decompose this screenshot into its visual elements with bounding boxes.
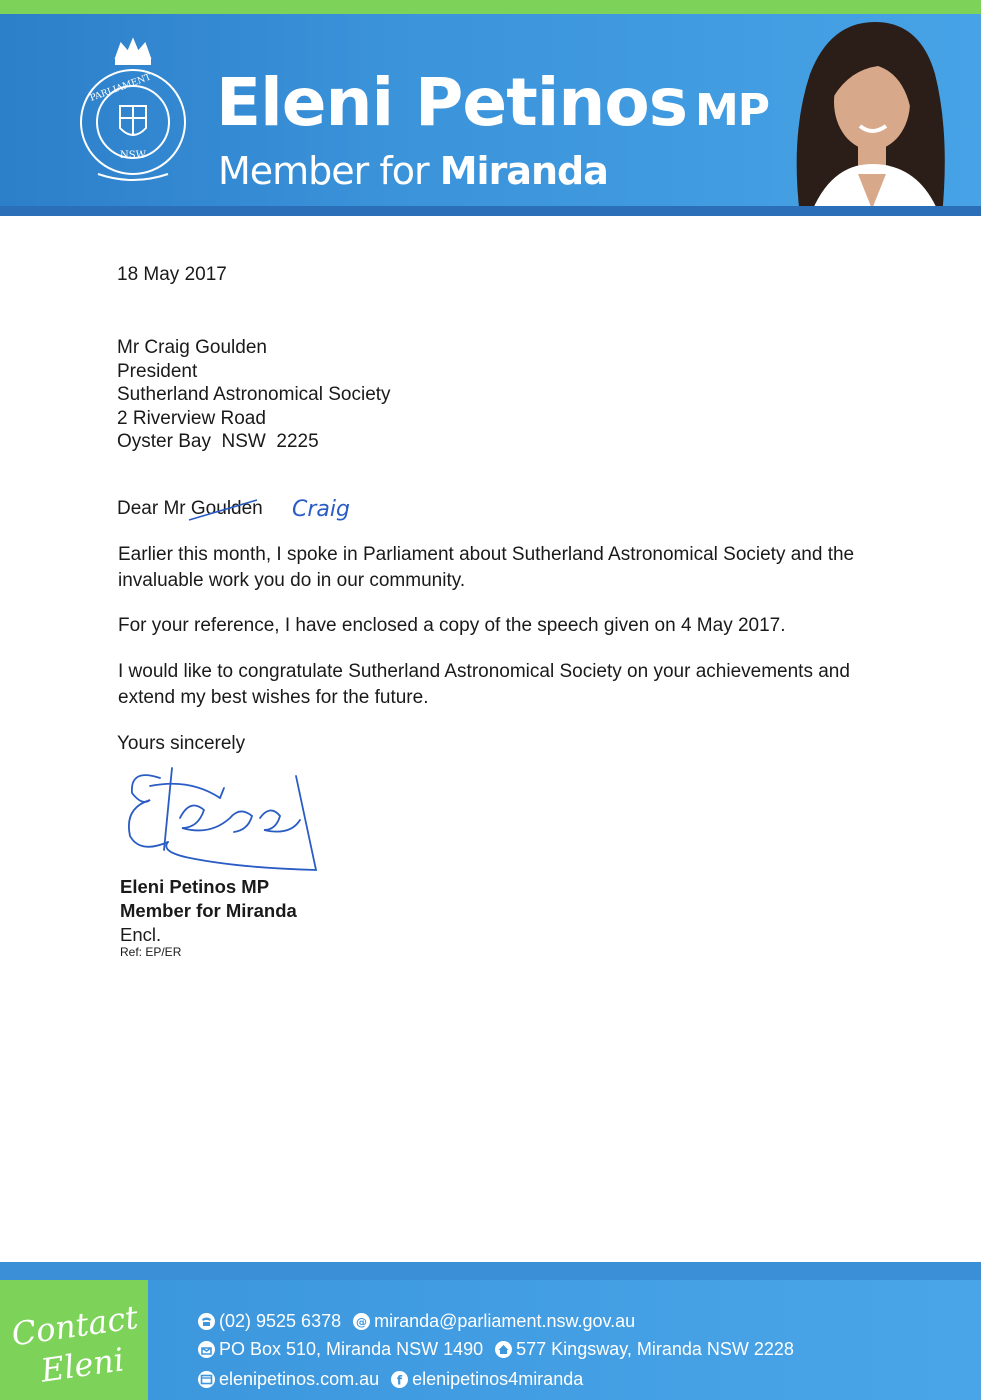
footer-phone[interactable]: (02) 9525 6378 <box>198 1311 341 1332</box>
footer-po-box: PO Box 510, Miranda NSW 1490 <box>198 1339 483 1360</box>
footer-top-band <box>0 1262 981 1280</box>
recipient-street: 2 Riverview Road <box>117 407 266 429</box>
contact-eleni-title: Contact Eleni <box>9 1298 141 1390</box>
recipient-suburb: Oyster Bay NSW 2225 <box>117 431 319 452</box>
salutation-prefix: Dear Mr <box>117 498 186 519</box>
handwritten-first-name <box>290 492 385 532</box>
recipient-name: Mr Craig Goulden <box>117 337 267 358</box>
footer-row-addresses <box>198 1339 806 1360</box>
at-sign-icon <box>353 1313 370 1330</box>
signature <box>120 758 325 878</box>
role-prefix: Member for <box>218 149 429 193</box>
svg-text:PARLIAMENT: PARLIAMENT <box>88 72 153 104</box>
footer-website[interactable]: elenipetinos.com.au <box>198 1369 379 1390</box>
letterhead <box>0 14 981 216</box>
svg-text:NSW: NSW <box>120 150 146 161</box>
letter-date: 18 May 2017 <box>117 264 227 285</box>
parliament-crest-icon <box>76 36 191 196</box>
mp-role-heading <box>218 149 608 193</box>
reference-code: Ref: EP/ER <box>120 945 182 959</box>
salutation <box>117 498 263 520</box>
footer-email[interactable]: @ miranda@parliament.nsw.gov.au <box>353 1311 635 1332</box>
website-icon <box>198 1371 215 1388</box>
recipient-address <box>117 336 391 454</box>
top-green-stripe <box>0 0 981 14</box>
recipient-organisation: Sutherland Astronomical Society <box>117 384 391 405</box>
svg-text:Craig: Craig <box>292 497 350 522</box>
home-icon <box>495 1341 512 1358</box>
footer-street: 577 Kingsway, Miranda NSW 2228 <box>495 1339 794 1360</box>
mp-portrait <box>770 14 960 216</box>
mailbox-icon <box>198 1341 215 1358</box>
footer-facebook[interactable]: f elenipetinos4miranda <box>391 1369 583 1390</box>
struck-surname: Goulden <box>191 498 263 519</box>
header-bottom-band <box>0 206 981 216</box>
signer-name: Eleni Petinos MP <box>120 876 270 897</box>
recipient-title: President <box>117 360 198 382</box>
electorate: Miranda <box>439 149 608 193</box>
footer-row-web <box>198 1369 595 1390</box>
svg-text:@: @ <box>356 1315 368 1328</box>
mp-suffix: MP <box>694 85 770 136</box>
letter-paragraph: Earlier this month, I spoke in Parliament about Sutherland Astronomical Society and the invaluable work you do in our community. <box>118 544 855 591</box>
mp-name: Eleni Petinos <box>216 64 687 141</box>
footer-row-phone-email <box>198 1311 647 1332</box>
mp-name-heading <box>216 64 770 141</box>
enclosure-note: Encl. <box>120 924 162 945</box>
signer-title: Member for Miranda <box>120 900 297 921</box>
svg-text:f: f <box>396 1373 403 1386</box>
letter-paragraph: For your reference, I have enclosed a copy of the speech given on 4 May 2017. <box>118 615 786 636</box>
closing: Yours sincerely <box>117 733 246 754</box>
letter-paragraph: I would like to congratulate Sutherland Astronomical Society on your achievements and extend my best wishes for the future. <box>118 661 850 708</box>
facebook-icon <box>391 1371 408 1388</box>
signer-block <box>120 875 297 923</box>
pen-strike-mark <box>187 498 261 524</box>
phone-icon <box>198 1313 215 1330</box>
